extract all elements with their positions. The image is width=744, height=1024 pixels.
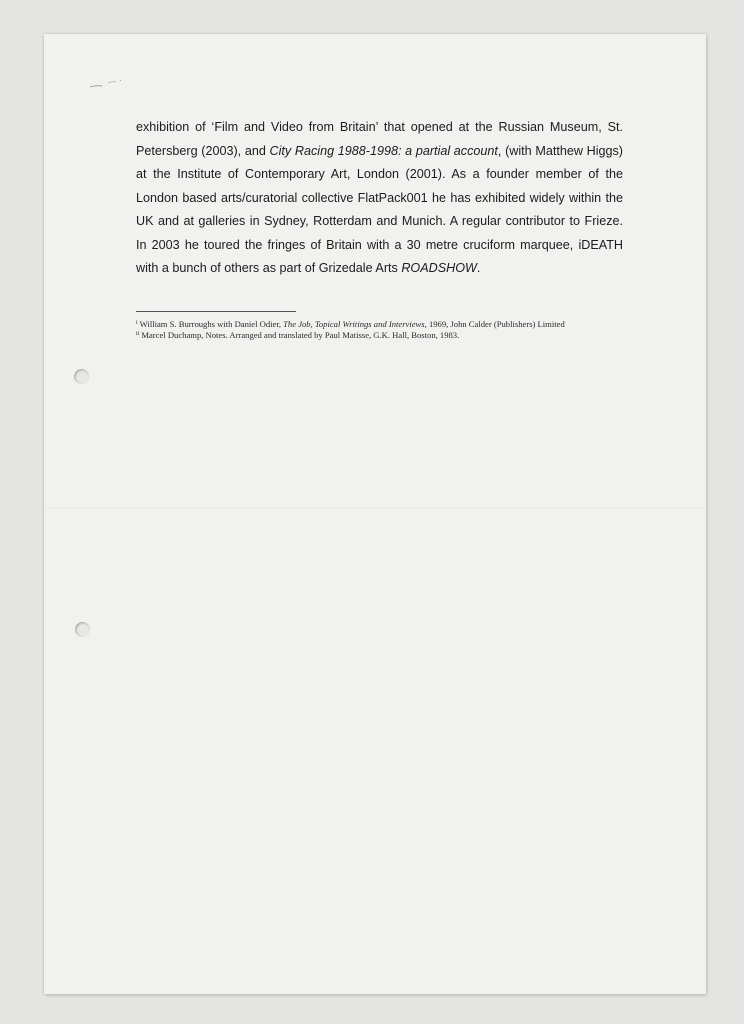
footnote-text: Marcel Duchamp, Notes. Arranged and translated by Paul Matisse, G.K. Hall, Boston, 1983. bbox=[141, 330, 460, 340]
document-page bbox=[44, 34, 706, 994]
paper-fold-crease bbox=[44, 506, 706, 508]
body-paragraph bbox=[136, 116, 623, 281]
pencil-mark-icon bbox=[88, 78, 124, 90]
punch-hole bbox=[74, 369, 89, 384]
footnote-1 bbox=[136, 319, 626, 330]
footnote-2 bbox=[136, 330, 626, 341]
footnote-marker: i bbox=[136, 320, 138, 326]
footnotes bbox=[136, 319, 626, 341]
footnote-text: William S. Burroughs with Daniel Odier, bbox=[139, 319, 284, 329]
footnote-divider bbox=[136, 311, 296, 312]
body-text-part-1: exhibition of ‘Film and Video from Britain’ that opened at the Russian Museum, St. Petersberg (2003), and bbox=[136, 120, 623, 158]
exhibition-title-city-racing: City Racing 1988-1998: a partial account bbox=[269, 143, 498, 158]
body-text-part-3: . bbox=[476, 261, 481, 275]
body-text-part-2: , (with Matthew Higgs) at the Institute of Contemporary Art, London (2001). As a founder member of the London based arts/curatorial collective FlatPack001 he has exhibited widely within the UK and at galleries in Sydney, Rotterdam and Munich. A regular contributor to Frieze. In 2003 he toured the fringes of Britain with a 30 metre cruciform marquee, iDEATH with a bunch of others as part of Grizedale Arts bbox=[136, 143, 624, 275]
footnote-text: , 1969, John Calder (Publishers) Limited bbox=[424, 319, 565, 329]
footnote-marker: ii bbox=[136, 331, 140, 337]
punch-hole bbox=[75, 622, 90, 637]
footnote-book-title: The Job, Topical Writings and Interviews bbox=[283, 319, 425, 329]
exhibition-title-roadshow: ROADSHOW bbox=[401, 261, 477, 275]
